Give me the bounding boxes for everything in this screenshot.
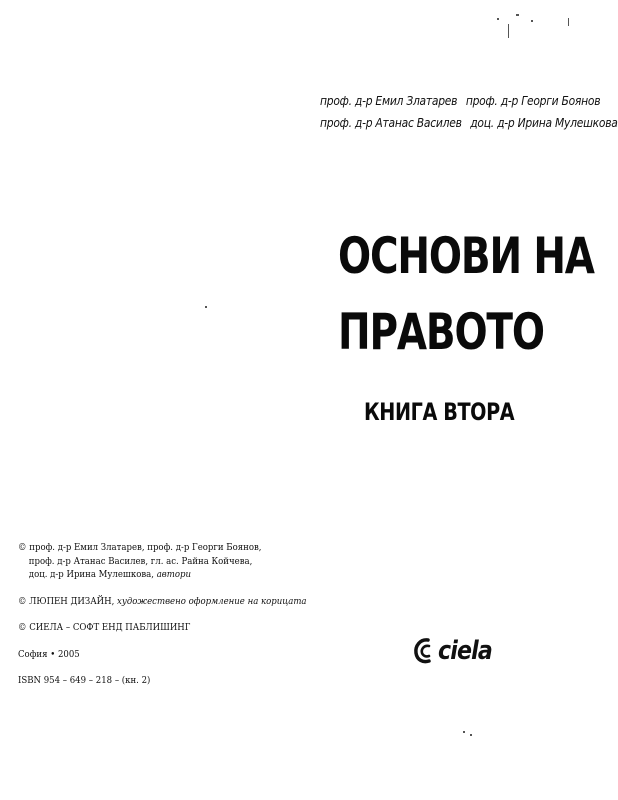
scan-speck (568, 18, 569, 26)
authors-block (320, 90, 618, 134)
copyright-line: проф. д-р Атанас Василев, гл. ас. Райна Койчева, (28, 555, 253, 567)
book-title-line: ПРАВОТО (338, 303, 544, 361)
logo-text: ciela (438, 636, 492, 666)
isbn-line: ISBN 954 – 649 – 218 – (кн. 2) (18, 675, 151, 686)
authors-row (320, 112, 618, 134)
scan-speck (463, 731, 465, 733)
designer-role: художествено оформление на корицата (117, 595, 307, 607)
city-year-line: София • 2005 (18, 648, 80, 660)
book-title-line: ОСНОВИ НА (338, 227, 594, 285)
copyright-line (18, 568, 288, 582)
copyright-line (18, 595, 307, 609)
scan-speck (508, 24, 509, 38)
copyright-line: © проф. д-р Емил Златарев, проф. д-р Георги Боянов, (18, 542, 262, 553)
book-subtitle: КНИГА ВТОРА (364, 398, 515, 426)
copyright-text: доц. д-р Ирина Мулешкова, (28, 569, 154, 580)
scan-speck (531, 20, 533, 22)
copyright-authors (18, 541, 288, 582)
author-name: доц. д-р Ирина Мулешкова (470, 115, 618, 130)
publisher-logo (413, 636, 501, 666)
ciela-logo-icon (413, 636, 435, 666)
copyright-design (18, 595, 307, 609)
designer-name: © ЛЮПЕН ДИЗАЙН, (18, 595, 115, 607)
scan-speck (470, 734, 472, 736)
scan-speck (205, 306, 207, 308)
author-name: проф. д-р Емил Златарев (320, 93, 458, 108)
imprint-city-year (18, 648, 288, 662)
author-name: проф. д-р Атанас Василев (320, 115, 462, 130)
scan-speck (497, 18, 499, 20)
copyright-publisher (18, 621, 288, 635)
book-title (338, 218, 594, 370)
publisher-line: © СИЕЛА – СОФТ ЕНД ПАБЛИШИНГ (18, 622, 191, 633)
copyright-role: автори (156, 569, 192, 580)
authors-row (320, 90, 601, 112)
copyright-block (18, 541, 307, 701)
author-name: проф. д-р Георги Боянов (465, 93, 601, 108)
isbn-block (18, 674, 288, 688)
scan-speck (516, 14, 519, 16)
